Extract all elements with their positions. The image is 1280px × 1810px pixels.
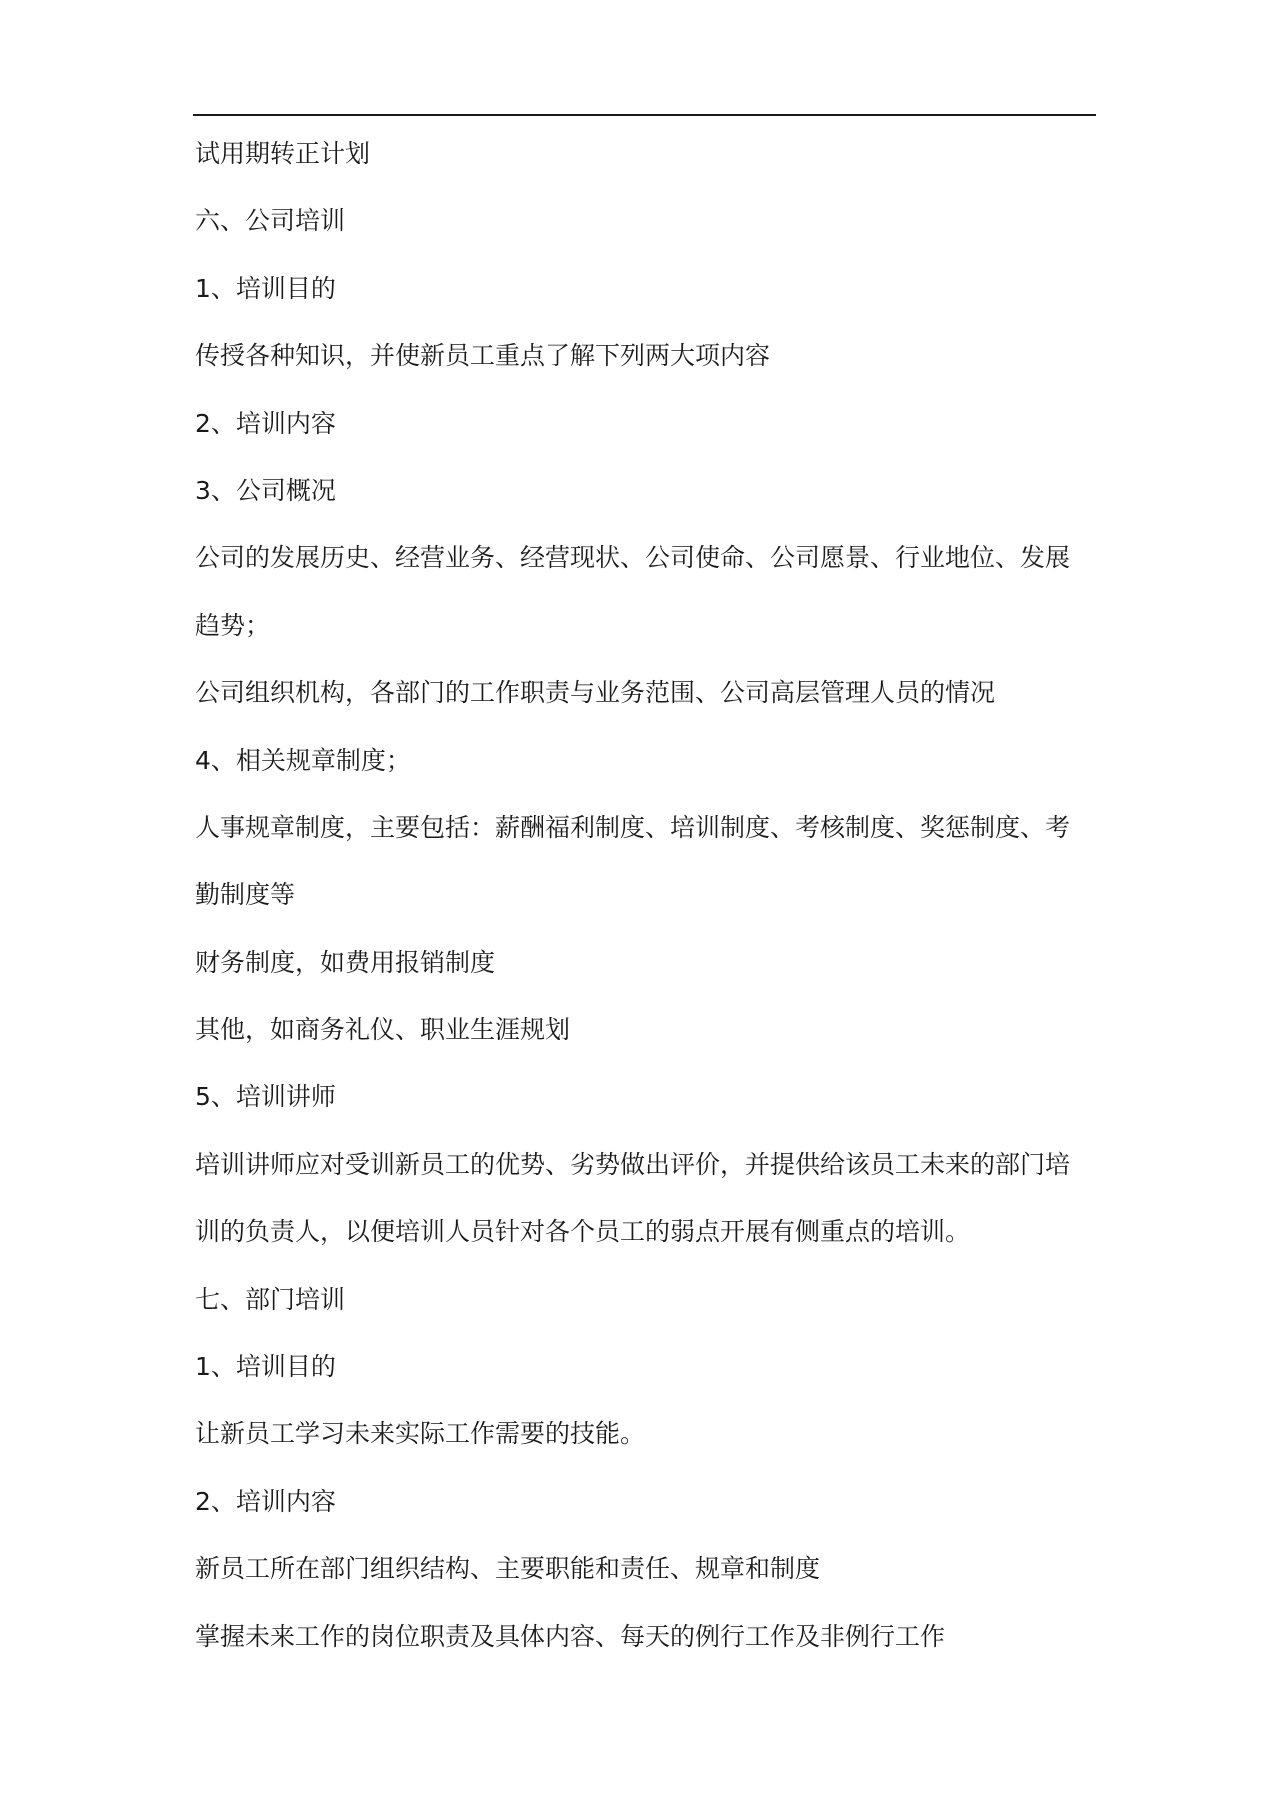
paragraph-line: 培训讲师应对受训新员工的优势、劣势做出评价，并提供给该员工未来的部门培: [195, 1149, 1071, 1179]
paragraph-line: 趋势；: [195, 610, 271, 640]
paragraph-line: 勤制度等: [195, 880, 296, 910]
subsection-heading: 4、相关规章制度；: [195, 745, 411, 775]
subsection-heading: 1、培训目的: [195, 273, 336, 303]
section-heading: 七、部门培训: [195, 1284, 346, 1314]
doc-title: 试用期转正计划: [195, 139, 371, 168]
subsection-heading: 2、培训内容: [195, 1486, 336, 1516]
section-heading: 六、公司培训: [195, 206, 346, 236]
subsection-heading: 3、公司概况: [195, 475, 336, 505]
paragraph-line: 让新员工学习未来实际工作需要的技能。: [195, 1419, 646, 1449]
paragraph-line: 公司组织机构，各部门的工作职责与业务范围、公司高层管理人员的情况: [195, 678, 996, 708]
paragraph-line: 财务制度，如费用报销制度: [195, 947, 496, 977]
subsection-heading: 2、培训内容: [195, 408, 336, 438]
paragraph-line: 人事规章制度，主要包括：薪酬福利制度、培训制度、考核制度、奖惩制度、考: [195, 812, 1071, 842]
document-body: [195, 132, 1095, 1682]
header-rule: [193, 114, 1096, 116]
paragraph-line: 公司的发展历史、经营业务、经营现状、公司使命、公司愿景、行业地位、发展: [195, 543, 1071, 573]
paragraph-line: 新员工所在部门组织结构、主要职能和责任、规章和制度: [195, 1554, 821, 1584]
paragraph-line: 传授各种知识，并使新员工重点了解下列两大项内容: [195, 341, 771, 371]
paragraph-line: 训的负责人，以便培训人员针对各个员工的弱点开展有侧重点的培训。: [195, 1217, 971, 1247]
paragraph-line: 其他，如商务礼仪、职业生涯规划: [195, 1015, 571, 1045]
subsection-heading: 1、培训目的: [195, 1352, 336, 1382]
paragraph-line: 掌握未来工作的岗位职责及具体内容、每天的例行工作及非例行工作: [195, 1621, 946, 1651]
subsection-heading: 5、培训讲师: [195, 1082, 336, 1112]
